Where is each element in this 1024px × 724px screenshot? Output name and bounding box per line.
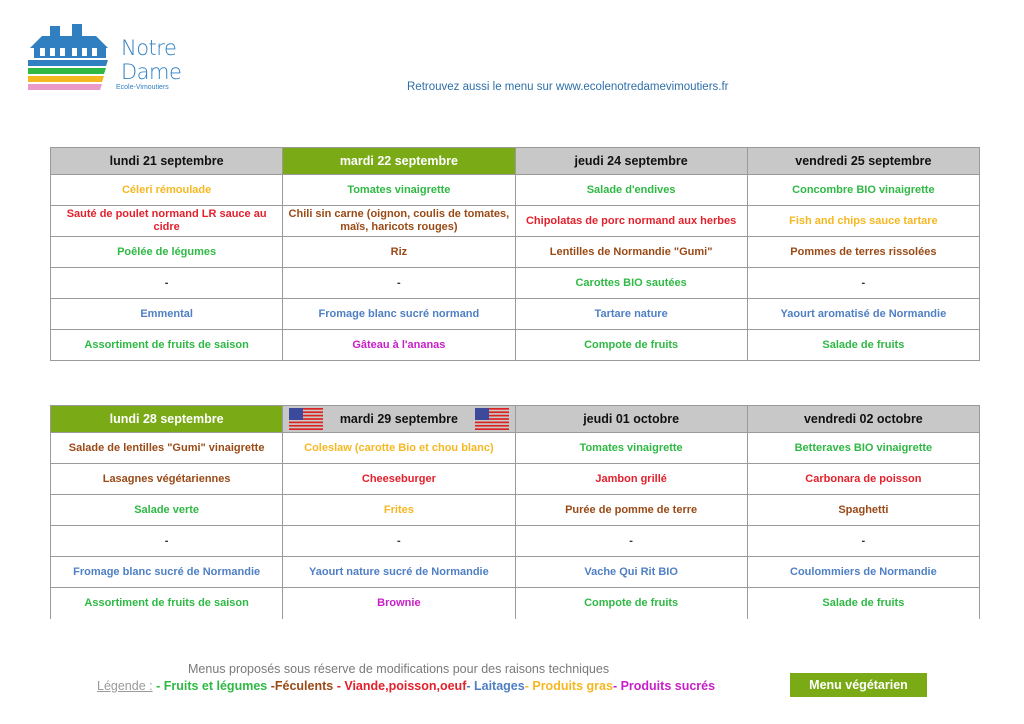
legend-title: Légende : [97,679,153,693]
legend-item: - Produits sucrés [612,679,716,693]
menu-cell: - [747,268,979,299]
menu-cell: Céleri rémoulade [51,175,283,206]
table-row [51,175,980,206]
table-row [51,495,980,526]
menu-cell: - [51,268,283,299]
menu-cell: Assortiment de fruits de saison [51,330,283,361]
menu-cell: Poêlée de légumes [51,237,283,268]
vegetarian-menu-badge: Menu végétarien [790,673,927,697]
menu-cell: Coleslaw (carotte Bio et chou blanc) [283,433,515,464]
day-header [515,406,747,433]
menu-cell: Brownie [283,588,515,619]
day-label: vendredi 25 septembre [795,154,932,168]
legend-item: - Viande,poisson,oeuf [333,679,467,693]
menu-cell: Compote de fruits [515,330,747,361]
table-row [51,299,980,330]
table-row [51,464,980,495]
table-row [51,268,980,299]
menu-cell: Tomates vinaigrette [283,175,515,206]
menu-cell: Salade verte [51,495,283,526]
legend-item: - Fruits et légumes [156,679,268,693]
school-logo [26,22,186,98]
menu-cell: Pommes de terres rissolées [747,237,979,268]
menu-cell: Lasagnes végétariennes [51,464,283,495]
menu-cell: Carottes BIO sautées [515,268,747,299]
menu-cell: Purée de pomme de terre [515,495,747,526]
legend-item: - Produits gras [524,679,613,693]
menu-cell: Yaourt nature sucré de Normandie [283,557,515,588]
table-row [51,557,980,588]
menu-cell: - [283,268,515,299]
week1-menu-table [50,147,980,361]
day-header [515,148,747,175]
school-building-icon [26,22,116,98]
menu-cell: Riz [283,237,515,268]
menu-cell: Tomates vinaigrette [515,433,747,464]
website-note: Retrouvez aussi le menu sur www.ecolenotredamevimoutiers.fr [407,81,729,93]
menu-cell: Fromage blanc sucré normand [283,299,515,330]
day-label: mardi 29 septembre [339,412,458,426]
disclaimer-note: Menus proposés sous réserve de modifications pour des raisons techniques [188,662,610,676]
menu-cell: Fish and chips sauce tartare [747,206,979,237]
menu-cell: Emmental [51,299,283,330]
usa-flag-icon [475,408,509,430]
menu-cell: Spaghetti [747,495,979,526]
menu-cell: Tartare nature [515,299,747,330]
day-label: jeudi 24 septembre [574,154,688,168]
table-row [51,206,980,237]
menu-cell: Concombre BIO vinaigrette [747,175,979,206]
menu-cell: Salade de lentilles "Gumi" vinaigrette [51,433,283,464]
day-label: jeudi 01 octobre [583,412,680,426]
table-row [51,433,980,464]
menu-cell: Frites [283,495,515,526]
logo-text-notre: Notre [121,36,177,60]
menu-cell: Salade d'endives [515,175,747,206]
day-header [283,406,515,433]
menu-cell: Compote de fruits [515,588,747,619]
menu-cell: Salade de fruits [747,588,979,619]
day-header [283,148,515,175]
menu-cell: Betteraves BIO vinaigrette [747,433,979,464]
menu-cell: Gâteau à l'ananas [283,330,515,361]
menu-cell: Sauté de poulet normand LR sauce au cidre [51,206,283,237]
day-header [747,406,979,433]
menu-cell: Salade de fruits [747,330,979,361]
menu-cell: Lentilles de Normandie "Gumi" [515,237,747,268]
menu-cell: - [51,526,283,557]
menu-cell: Carbonara de poisson [747,464,979,495]
logo-text-dame: Dame [121,60,182,84]
day-header [51,406,283,433]
week2-menu-table [50,405,980,619]
table-row [51,588,980,619]
menu-cell: Coulommiers de Normandie [747,557,979,588]
day-label: vendredi 02 octobre [803,412,923,426]
day-label: lundi 21 septembre [109,154,224,168]
menu-cell: Chili sin carne (oignon, coulis de tomates, maïs, haricots rouges) [283,206,515,237]
table-row [51,330,980,361]
menu-cell: Yaourt aromatisé de Normandie [747,299,979,330]
table-row [51,526,980,557]
menu-cell: Vache Qui Rit BIO [515,557,747,588]
legend [97,679,715,693]
menu-cell: Fromage blanc sucré de Normandie [51,557,283,588]
day-header-row [51,148,980,175]
table-row [51,237,980,268]
menu-cell: Chipolatas de porc normand aux herbes [515,206,747,237]
legend-item: - Laitages [466,679,525,693]
logo-subtitle: Ecole-Vimoutiers [116,84,169,91]
day-label: lundi 28 septembre [109,412,224,426]
menu-cell: - [283,526,515,557]
menu-cell: - [515,526,747,557]
day-label: mardi 22 septembre [339,154,458,168]
day-header [51,148,283,175]
legend-item: -Féculents [267,679,334,693]
menu-cell: - [747,526,979,557]
usa-flag-icon [289,408,323,430]
menu-cell: Cheeseburger [283,464,515,495]
menu-cell: Assortiment de fruits de saison [51,588,283,619]
day-header [747,148,979,175]
day-header-row [51,406,980,433]
menu-cell: Jambon grillé [515,464,747,495]
